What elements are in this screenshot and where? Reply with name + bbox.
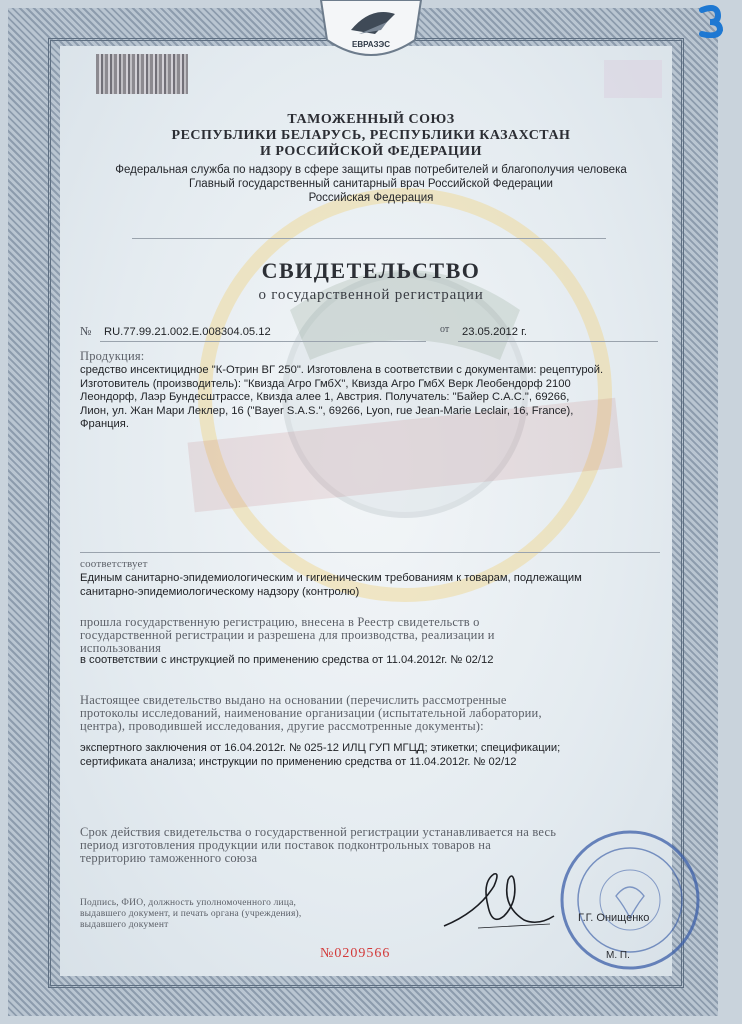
header-line-1: ТАМОЖЕННЫЙ СОЮЗ bbox=[287, 112, 455, 127]
hologram-sticker bbox=[96, 54, 188, 94]
document-subtitle: о государственной регистрации bbox=[258, 287, 484, 303]
corner-sticker bbox=[604, 60, 662, 98]
corner-number-icon bbox=[696, 4, 726, 38]
registration-number: RU.77.99.21.002.Е.008304.05.12 bbox=[104, 326, 271, 338]
product-line: Леондорф, Лаэр Бундесштрассе, Квизда алее 1, Австрия. Получатель: "Байер С.А.С.", 69266, bbox=[80, 391, 570, 403]
divider bbox=[132, 238, 606, 239]
product-line: Лион, ул. Жан Мари Леклер, 16 ("Bayer S.A.S.", 69266, Lyon, rue Jean-Marie Leclair, 16, France), bbox=[80, 404, 574, 417]
agency-line-1: Федеральная служба по надзору в сфере защиты прав потребителей и благополучия человека bbox=[115, 164, 627, 176]
validity-line: Срок действия свидетельства о государственной регистрации устанавливается на весь bbox=[80, 825, 557, 839]
serial-number: №0209566 bbox=[320, 946, 391, 961]
document-title: СВИДЕТЕЛЬСТВО bbox=[261, 258, 481, 283]
registry-line: прошла государственную регистрацию, внесена в Реестр свидетельств о bbox=[80, 615, 480, 629]
signature-caption-line: выдавшего документ, и печать органа (учреждения), bbox=[80, 909, 302, 919]
signature-caption-line: выдавшего документ bbox=[80, 920, 169, 930]
basis-line: протоколы исследований, наименование организации (испытательной лаборатории, bbox=[80, 706, 542, 720]
header-line-3: И РОССИЙСКОЙ ФЕДЕРАЦИИ bbox=[260, 144, 482, 159]
emblem-label: ЕВРАЗЭС bbox=[351, 40, 390, 49]
signature-caption bbox=[80, 898, 301, 931]
basis-line: Настоящее свидетельство выдано на основании (перечислить рассмотренные bbox=[80, 693, 507, 707]
conformity-text bbox=[80, 572, 680, 599]
signature-caption-line: Подпись, ФИО, должность уполномоченного лица, bbox=[80, 898, 297, 908]
registry-text bbox=[80, 616, 680, 655]
conformity-line: санитарно-эпидемиологическому надзору (контролю) bbox=[80, 585, 360, 598]
date-underline bbox=[458, 341, 658, 342]
registration-date: 23.05.2012 г. bbox=[462, 326, 527, 338]
number-underline bbox=[100, 341, 426, 342]
official-seal bbox=[556, 826, 704, 974]
registry-value: в соответствии с инструкцией по применению средства от 11.04.2012г. № 02/12 bbox=[80, 654, 494, 666]
validity-line: территорию таможенного союза bbox=[80, 851, 258, 865]
signatory-name: Г.Г. Онищенко bbox=[578, 912, 650, 924]
stamp-place-label: М. П. bbox=[606, 950, 630, 961]
evrazes-emblem bbox=[315, 0, 427, 60]
agency-line-2: Главный государственный санитарный врач Российской Федерации bbox=[189, 178, 553, 190]
basis-value-line: сертификата анализа; инструкции по применению средства от 11.04.2012г. № 02/12 bbox=[80, 755, 517, 768]
product-line: Франция. bbox=[80, 418, 129, 430]
registry-line: государственной регистрации и разрешена для производства, реализации и bbox=[80, 628, 495, 642]
basis-value-line: экспертного заключения от 16.04.2012г. № 025-12 ИЛЦ ГУП МГЦД; этикетки; спецификации; bbox=[80, 742, 561, 754]
product-text bbox=[80, 364, 680, 432]
basis-values bbox=[80, 742, 680, 769]
divider bbox=[80, 552, 660, 553]
product-label: Продукция: bbox=[80, 349, 145, 363]
date-label: от bbox=[440, 324, 450, 335]
validity-line: период изготовления продукции или поставок подконтрольных товаров на bbox=[80, 838, 491, 852]
number-label: № bbox=[80, 324, 92, 338]
header-line-2: РЕСПУБЛИКИ БЕЛАРУСЬ, РЕСПУБЛИКИ КАЗАХСТАН bbox=[171, 128, 571, 143]
conformity-label: соответствует bbox=[80, 558, 148, 570]
product-line: Изготовитель (производитель): "Квизда Агро ГмбХ", Квизда Агро ГмбХ Верк Леобендорф 2100 bbox=[80, 377, 571, 390]
basis-text bbox=[80, 694, 680, 733]
handwritten-signature bbox=[438, 866, 558, 936]
agency-line-3: Российская Федерация bbox=[308, 192, 434, 204]
basis-line: центра), проводившей исследования, другие рассмотренные документы): bbox=[80, 719, 484, 733]
conformity-line: Единым санитарно-эпидемиологическим и гигиеническим требованиям к товарам, подлежащим bbox=[80, 572, 582, 584]
registry-line: использования bbox=[80, 641, 162, 655]
product-line: средство инсектицидное "К-Отрин ВГ 250". Изготовлена в соответствии с документами: рецептурой. bbox=[80, 364, 604, 376]
